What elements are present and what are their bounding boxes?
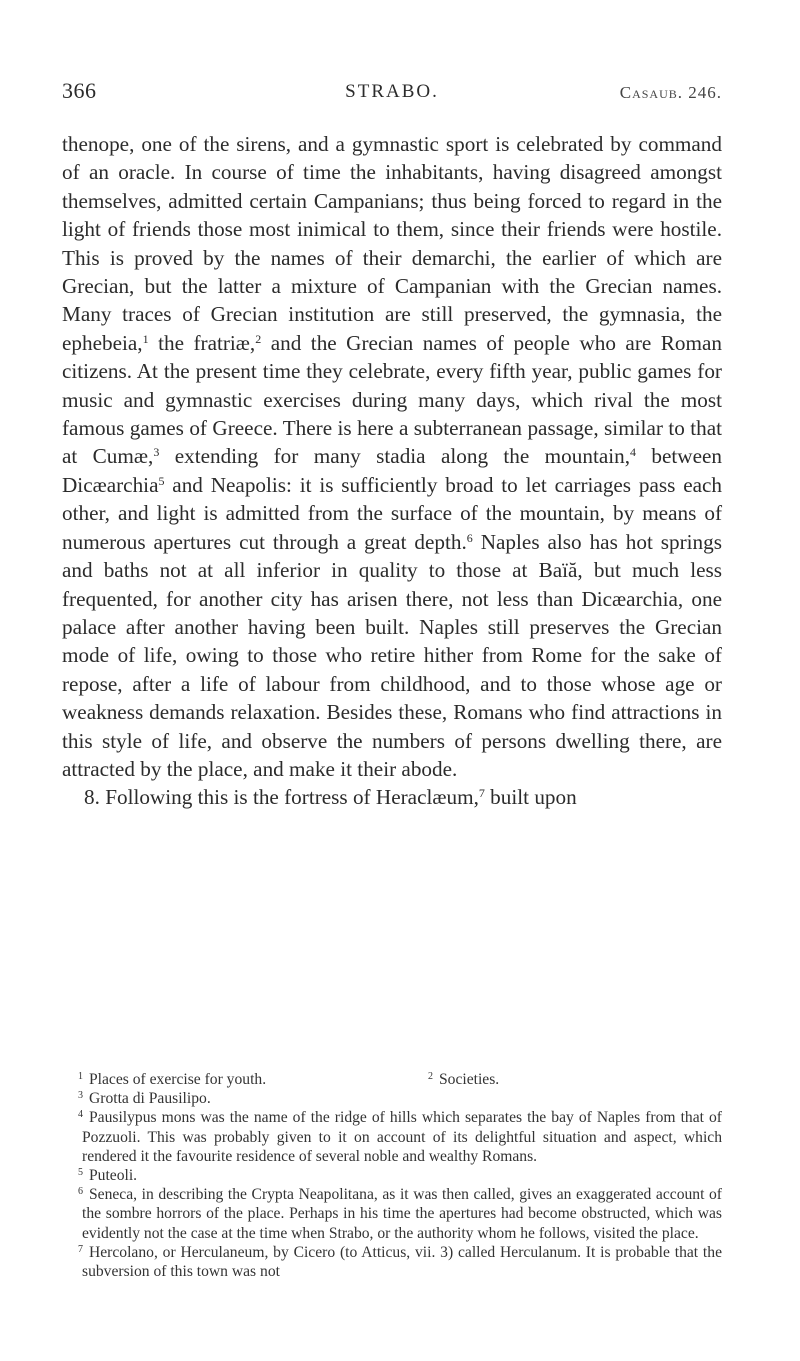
footnote-text: Grotta di Pausilipo. — [89, 1090, 211, 1108]
footnote-1 — [62, 1070, 372, 1089]
text-run: built upon — [484, 785, 577, 810]
footnote-ref-7: 7 — [478, 786, 485, 801]
footnote-text: Pausilypus mons was the name of the ridge of hills which separates the bay of Naples from that of Pozzuoli. This was probably given to it on account of its delightful situation and aspect, which rendered it the favourite residence of several noble and wealthy Romans. — [82, 1109, 722, 1165]
footnote-mark: 2 — [428, 1071, 433, 1082]
footnote-mark: 3 — [78, 1090, 83, 1102]
footnote-text: Societies. — [439, 1071, 500, 1088]
footnote-row — [62, 1070, 722, 1089]
footnotes — [62, 1070, 722, 1281]
paragraph-section-8 — [62, 783, 722, 811]
casaubon-reference: Casaub. 246. — [619, 83, 722, 102]
footnote-5 — [62, 1166, 722, 1185]
text-run: 8. Following this is the fortress of Heraclæum, — [84, 785, 479, 810]
footnote-text: Places of exercise for youth. — [89, 1071, 267, 1088]
footnote-ref-3: 3 — [153, 445, 160, 460]
text-run: Naples also has hot springs and baths not at all inferior in quality to those at Baïă, but much less frequented, for another city has arisen there, not less than Dicæarchia, one palace after another having been built. Naples still preserves the Grecian mode of life, owing to those who retire hither from Rome for the sake of repose, after a life of labour from childhood, and to those whose age or weakness demands relaxation. Besides these, Romans who find attractions in this style of life, and observe the numbers of persons dwelling there, are attracted by the place, and make it their abode. — [62, 529, 722, 781]
footnote-mark: 7 — [78, 1243, 83, 1255]
footnote-text: Hercolano, or Herculaneum, by Cicero (to Atticus, vii. 3) called Herculanum. It is probable that the subversion of this town was not — [82, 1243, 722, 1281]
running-title: STRABO. — [345, 81, 439, 102]
footnote-2 — [372, 1070, 722, 1089]
footnote-ref-2: 2 — [255, 331, 262, 346]
footnote-ref-4: 4 — [630, 445, 637, 460]
footnote-7 — [62, 1243, 722, 1281]
page-header — [62, 78, 722, 112]
footnote-text: Seneca, in describing the Crypta Neapolitana, as it was then called, gives an exaggerated account of the sombre horrors of the place. Perhaps in his time the apertures had become obstructed, which was evidently not the case at the time when Strabo, or the authority whom he follows, visited the place. — [82, 1186, 722, 1242]
footnote-mark: 5 — [78, 1167, 83, 1179]
text-run: and the Grecian names of people who are Roman citizens. At the present time they celebrate, every fifth year, public games for music and gymnastic exercises during many days, which rival the most famous games of Greece. There is here a subterranean passage, similar to that at Cumæ, — [62, 330, 722, 469]
footnote-ref-6: 6 — [466, 530, 473, 545]
text-run: extending for many stadia along the mountain, — [159, 444, 631, 469]
text-run: between Dicæarchia — [62, 444, 722, 497]
footnote-mark: 1 — [78, 1071, 83, 1082]
footnote-ref-5: 5 — [158, 473, 165, 488]
footnote-mark: 6 — [78, 1186, 83, 1198]
text-run: and Neapolis: it is sufficiently broad to let carriages pass each other, and light is admitted from the surface of the mountain, by means of numerous apertures cut through a great depth. — [62, 472, 722, 554]
footnote-4 — [62, 1108, 722, 1166]
main-text — [62, 130, 722, 812]
footnote-ref-1: 1 — [142, 331, 149, 346]
footnote-text: Puteoli. — [89, 1167, 138, 1185]
text-run: the fratriæ, — [148, 330, 256, 355]
footnote-3 — [62, 1089, 722, 1108]
paragraph-continuation — [62, 130, 722, 783]
footnote-6 — [62, 1185, 722, 1243]
footnote-mark: 4 — [78, 1109, 83, 1121]
page-number: 366 — [62, 78, 97, 103]
text-run: thenope, one of the sirens, and a gymnastic sport is celebrated by command of an oracle. In course of time the inhabitants, having disagreed amongst themselves, admitted certain Campanians; thus being forced to regard in the light of friends those most inimical to them, since their friends were hostile. This is proved by the names of their demarchi, the earlier of which are Grecian, but the latter a mixture of Campanian with the Grecian names. Many traces of Grecian institution are still preserved, the gymnasia, the ephebeia, — [62, 132, 722, 355]
